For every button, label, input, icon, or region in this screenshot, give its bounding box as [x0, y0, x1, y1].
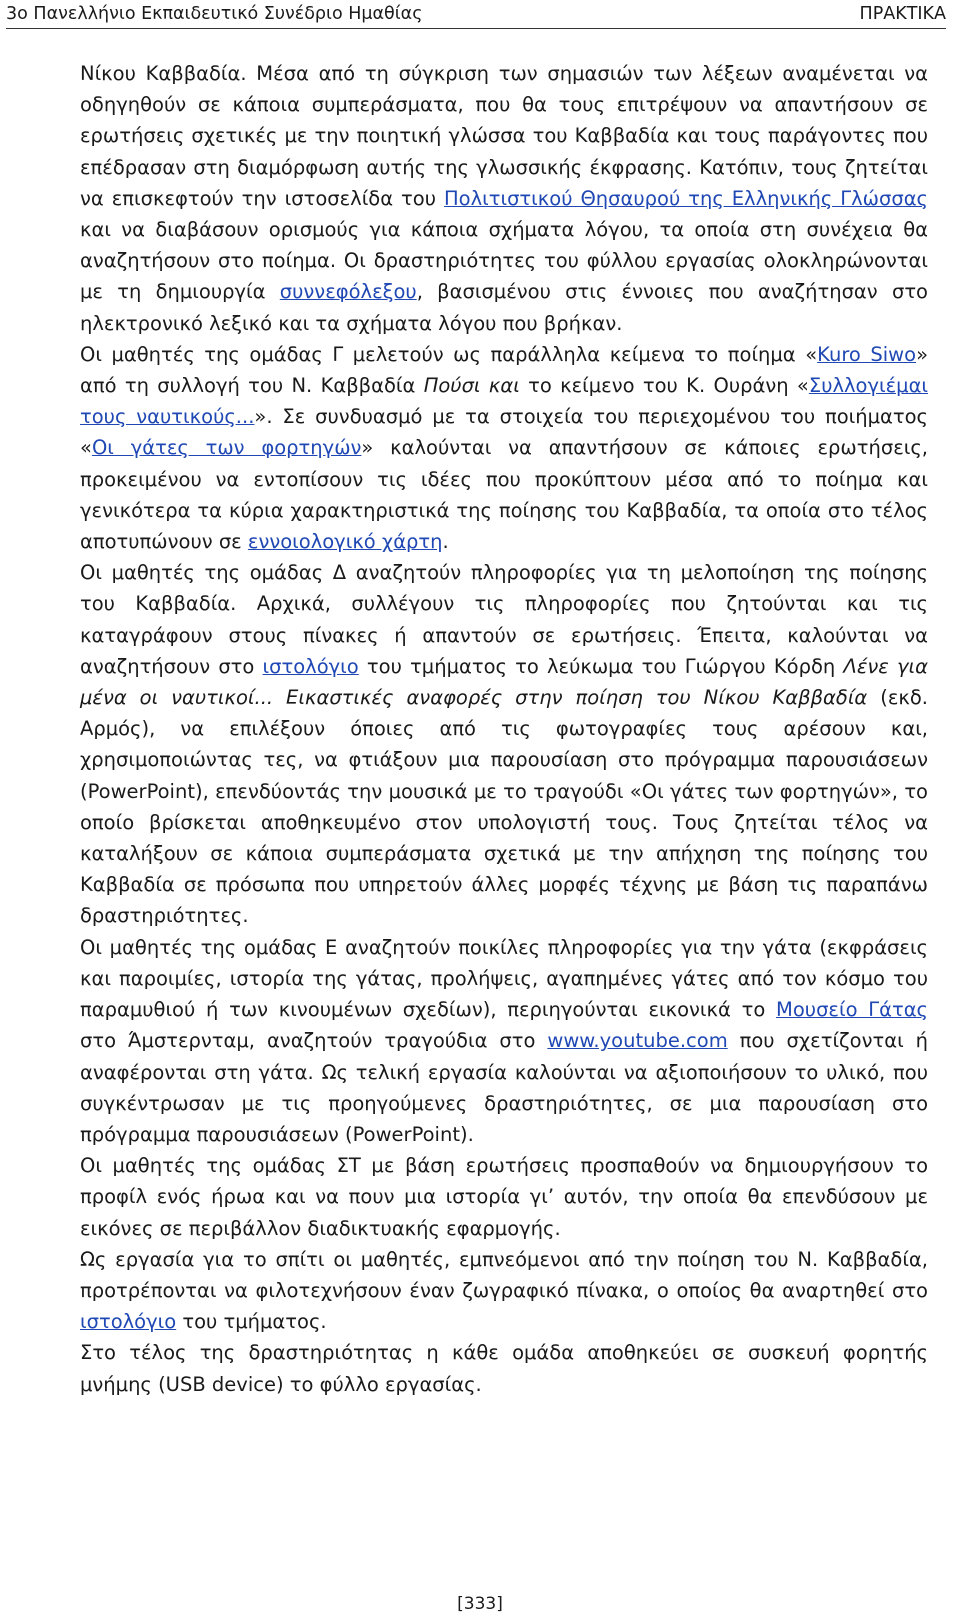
text-run: Οι μαθητές της ομάδας Δ αναζητούν πληροφορίες για τη μελοποίηση της ποίησης του Καββαδία. Αρχικά, συλλέγουν τις πληροφορίες που ζητούνται και τις καταγράφουν στους πίνακες ή απαντούν σε ερωτήσεις. Έπειτα, καλούνται να αναζητήσουν στο — [80, 561, 928, 678]
text-run: Νίκου Καββαδία. Μέσα από τη σύγκριση των σημασιών των λέξεων αναμένεται να οδηγηθούν σε κάποια συμπεράσματα, που θα τους επιτρέψουν να απαντήσουν σε ερωτήσεις σχετικές με την ποιητική γλώσσα του Καββαδία και τους παράγοντες που επέδρασαν στη διαμόρφωση αυτής της γλωσσικής έκφρασης. Κατόπιν, τους ζητείται να επισκεφτούν την ιστοσελίδα του — [80, 62, 928, 210]
text-run: ». Σε συνδυασμό με τα στοιχεία του περιεχομένου του ποιήματος « — [80, 405, 929, 460]
link-concept-map[interactable]: εννοιολογικό χάρτη — [247, 530, 443, 554]
link-cultural-treasury[interactable]: Πολιτιστικού Θησαυρού της Ελληνικής Γλώσσας — [444, 186, 928, 210]
text-run: Οι μαθητές της ομάδας Γ μελετούν ως παράλληλα κείμενα το ποίημα « — [80, 342, 818, 366]
link-poem-cats[interactable]: Οι γάτες των φορτηγών — [91, 436, 362, 460]
text-run: . — [442, 530, 449, 554]
page-header — [6, 0, 946, 29]
link-word-cloud[interactable]: συννεφόλεξου — [279, 280, 417, 304]
paragraph-group-d — [80, 557, 928, 931]
link-blog-2[interactable]: ιστολόγιο — [80, 1310, 177, 1334]
text-run: (εκδ. Αρμός), να επιλέξουν όποιες από τις φωτογραφίες τους αρέσουν και, χρησιμοποιώντας τες, να φτιάξουν μια παρουσίαση στο πρόγραμμα παρουσιάσεων (PowerPoint), επενδύοντάς την μουσικά με το τραγούδι «Οι γάτες των φορτηγών», το οποίο βρίσκεται αποθηκευμένο στον υπολογιστή τους. Τους ζητείται τέλος να καταλήξουν σε κάποια συμπεράσματα σχετικά με την απήχηση της ποίησης του Καββαδία σε πρόσωπα που υπηρετούν άλλες μορφές τέχνης με βάση τις παραπάνω δραστηριότητες. — [80, 686, 929, 928]
text-run: το κείμενο του Κ. Ουράνη « — [519, 374, 809, 398]
conference-title: 3ο Πανελλήνιο Εκπαιδευτικό Συνέδριο Ημαθίας — [6, 4, 423, 24]
paragraph-group-st — [80, 1150, 928, 1244]
text-run: Ως εργασία για το σπίτι οι μαθητές, εμπνεόμενοι από την ποίηση του Ν. Καββαδία, προτρέπονται να φιλοτεχνήσουν έναν ζωγραφικό πίνακα, ο οποίος θα αναρτηθεί στο — [80, 1247, 928, 1302]
text-run: και να διαβάσουν ορισμούς για κάποια σχήματα λόγου, τα οποία στη συνέχεια θα αναζητήσουν στο ποίημα. Οι δραστηριότητες του φύλλου εργασίας ολοκληρώνονται με τη δημιουργία — [80, 218, 928, 304]
paragraph-group-c — [80, 339, 928, 557]
document-body — [80, 58, 928, 1400]
link-cat-museum[interactable]: Μουσείο Γάτας — [776, 998, 928, 1022]
text-run: που σχετίζονται ή αναφέρονται στη γάτα. Ως τελική εργασία καλούνται να αξιοποιήσουν το υλικό, που συγκέντρωσαν με τις προηγούμενες δραστηριότητες, σε μια παρουσίαση στο πρόγραμμα παρουσιάσεων (PowerPoint). — [80, 1029, 928, 1146]
paragraph-homework — [80, 1244, 928, 1338]
text-run: , βασισμένου στις έννοιες που αναζήτησαν στο ηλεκτρονικό λεξικό και τα σχήματα λόγου που βρήκαν. — [80, 280, 928, 335]
page-number: [333] — [457, 1594, 503, 1614]
text-run: στο Άμστερνταμ, αναζητούν τραγούδια στο — [80, 1029, 548, 1053]
text-run: του τμήματος το λεύκωμα του Γιώργου Κόρδη — [358, 654, 844, 678]
text-run: Οι μαθητές της ομάδας Ε αναζητούν ποικίλες πληροφορίες για την γάτα (εκφράσεις και παροιμίες, ιστορία της γάτας, προλήψεις, αγαπημένες γάτες από τον κόσμο του παραμυθιού ή των κινουμένων σχεδίων), περιηγούνται εικονικά το — [80, 935, 928, 1022]
link-youtube[interactable]: www.youtube.com — [547, 1029, 728, 1053]
link-sailors-text[interactable]: Συλλογιέμαι τους ναυτικούς... — [80, 374, 929, 429]
text-run: του τμήματος. — [176, 1310, 327, 1334]
link-blog[interactable]: ιστολόγιο — [262, 654, 359, 678]
text-run: » από τη συλλογή του Ν. Καββαδία — [80, 342, 928, 398]
paragraph-group-e — [80, 932, 928, 1150]
italic-text: Πούσι και — [423, 374, 520, 398]
text-run: » καλούνται να απαντήσουν σε κάποιες ερωτήσεις, προκειμένου να εντοπίσουν τις ιδέες που προκύπτουν μέσα από το ποίημα και γενικότερα τα κύρια χαρακτηριστικά της ποίησης του Καββαδία, τα οποία στο τέλος αποτυπώνουν σε — [80, 436, 929, 554]
paragraph-group-b — [80, 58, 928, 339]
text-run: Οι μαθητές της ομάδας ΣΤ με βάση ερωτήσεις προσπαθούν να δημιουργήσουν το προφίλ ενός ήρωα και να πουν μια ιστορία γι’ αυτόν, την οποία θα επενδύσουν με εικόνες σε περιβάλλον διαδικτυακής εφαρμογής. — [80, 1154, 928, 1240]
section-label: ΠΡΑΚΤΙΚΑ — [859, 4, 946, 24]
italic-text: Λένε για μένα οι ναυτικοί... Εικαστικές αναφορές στην ποίηση του Νίκου Καββαδία — [80, 654, 928, 710]
text-run: Στο τέλος της δραστηριότητας η κάθε ομάδα αποθηκεύει σε συσκευή φορητής μνήμης (USB device) το φύλλο εργασίας. — [80, 1341, 928, 1396]
paragraph-closing — [80, 1337, 928, 1399]
link-kuro-siwo[interactable]: Kuro Siwo — [817, 342, 917, 366]
